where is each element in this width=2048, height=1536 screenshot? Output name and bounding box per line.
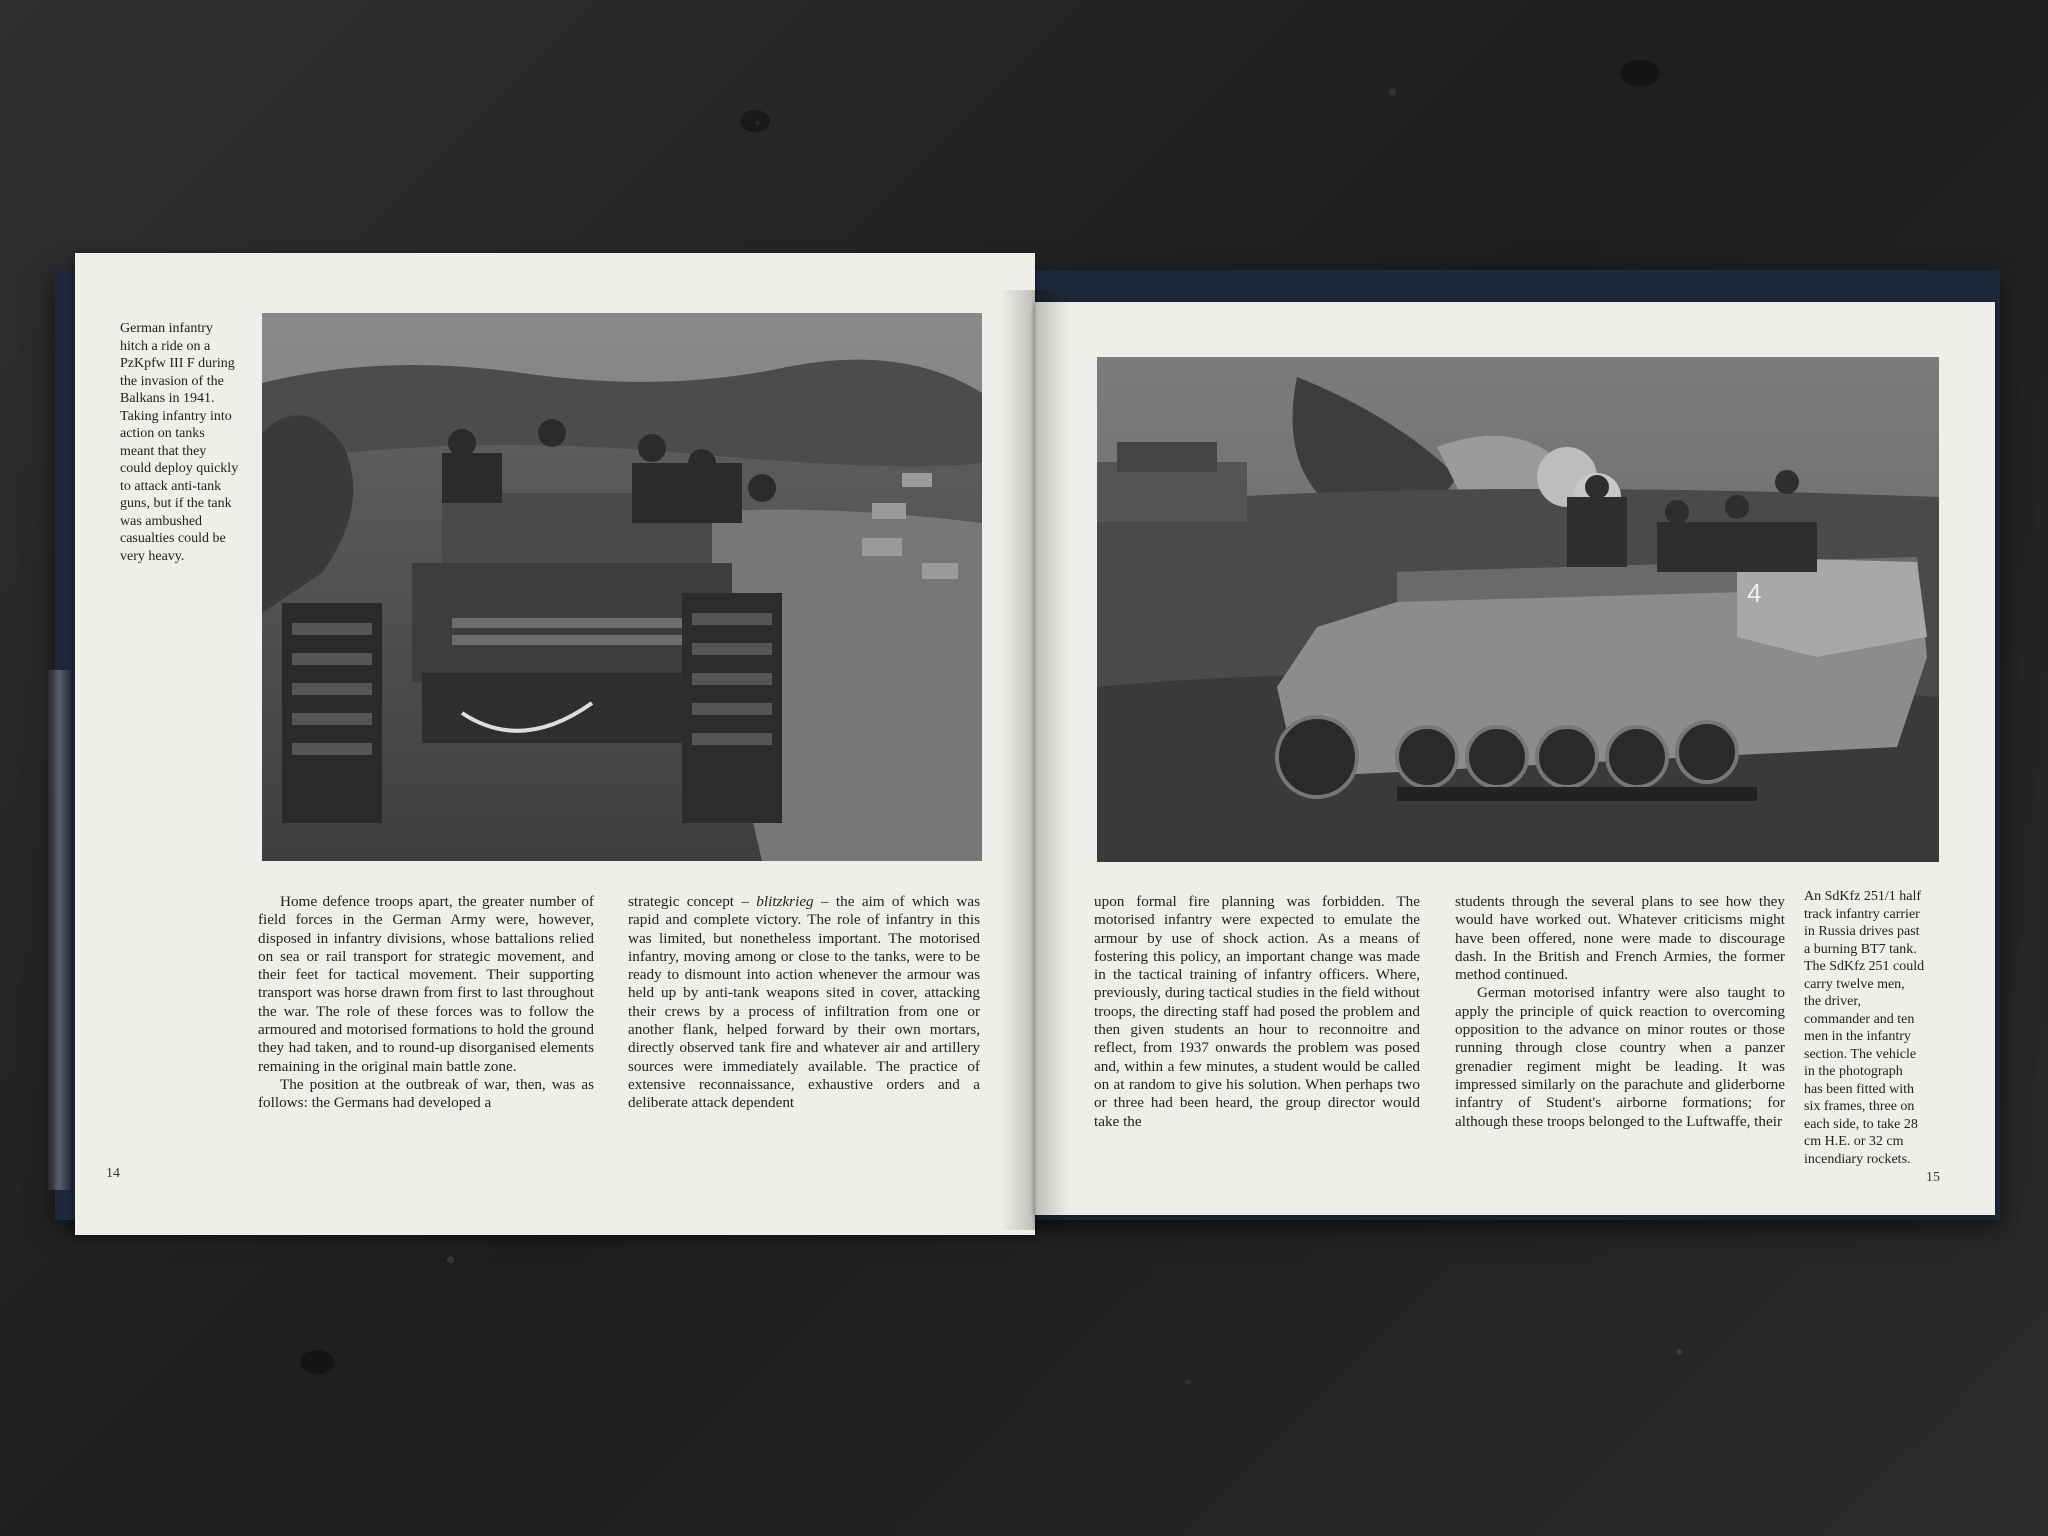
floor-stain	[1620, 60, 1660, 86]
text-run: – the aim of which was rapid and complete victory. The role of infantry in this was limited, but nonetheless important. The motorised infantry, moving among or close to the tanks, were to be ready to dismount into action whenever the armour was held up by anti-tank weapons sited in cover, attacking their crews by a process of infiltration from one or another flank, helped forward by their own mortars, directly observed tank fire and whatever air and artillery sources were immediately available. The practice of extensive reconnaissance, exhaustive orders and a deliberate attack dependent	[628, 893, 980, 1112]
plastic-sleeve	[48, 670, 70, 1190]
text-run: strategic concept –	[628, 893, 757, 910]
halftrack-photo-illustration	[1097, 357, 1939, 862]
floor-stain	[300, 1350, 334, 1374]
text-column-3	[1094, 893, 1420, 1131]
photo-caption-halftrack: An SdKfz 251/1 half track infantry carrier in Russia drives past a burning BT7 tank. The SdKfz 251 could carry twelve men, the driver, commander and ten men in the infantry section. The vehicle in the photograph has been fitted with six frames, three on each side, to take 28 cm H.E. or 32 cm incendiary rockets.	[1804, 889, 1925, 1167]
paragraph: students through the several plans to see how they would have worked out. Whatever criticisms might have been offered, none were made to discourage dash. In the British and French Armies, the former method continued.	[1455, 893, 1785, 984]
halftrack-photo	[1097, 357, 1939, 862]
tank-photo-illustration	[262, 313, 982, 861]
floor-stain	[740, 110, 770, 132]
vehicle-number-marking: 4	[1747, 578, 1762, 608]
photo-caption-tank: German infantry hitch a ride on a PzKpfw III F during the invasion of the Balkans in 1941. Taking infantry into action on tanks meant that they could deploy quickly to attack anti-tank guns, but if the tank was ambushed casualties could be very heavy.	[120, 321, 239, 564]
page-number-left: 14	[106, 1166, 120, 1181]
text-column-2	[628, 893, 980, 1113]
book-gutter	[1000, 290, 1070, 1230]
tank-photo	[262, 313, 982, 861]
page-number-right: 15	[1926, 1170, 1940, 1185]
paragraph	[628, 893, 980, 1113]
paragraph: German motorised infantry were also taught to apply the principle of quick reaction to overcoming opposition to the advance on minor routes or those running through close country when a panzer grenadier regiment might be leading. It was impressed similarly on the parachute and gliderborne infantry of Student's airborne formations; for although these troops belonged to the Luftwaffe, their	[1455, 984, 1785, 1130]
paragraph: upon formal fire planning was forbidden. The motorised infantry were expected to emulate the armour by use of shock action. As a means of fostering this policy, an important change was made in the tactical training of infantry officers. Where, previously, during tactical studies in the field without troops, the directing staff had posed the problem and then given students an hour to reconnoitre and reflect, from 1937 onwards the problem was posed and, within a few minutes, a student would be called on at random to give his solution. When perhaps two or three had been heard, the group director would take the	[1094, 893, 1420, 1130]
emphasis-blitzkrieg: blitzkrieg	[756, 893, 814, 910]
text-column-4	[1455, 893, 1785, 1131]
paragraph: Home defence troops apart, the greater number of field forces in the German Army were, however, disposed in infantry divisions, whose battalions relied on sea or rail transport for strategic movement, and their feet for tactical movement. Their supporting transport was horse drawn from first to last throughout the war. The role of these forces was to follow the armoured and motorised formations to hold the ground they had taken, and to round-up disorganised elements remaining in the original main battle zone.	[258, 893, 594, 1075]
text-column-1	[258, 893, 594, 1113]
paragraph: The position at the outbreak of war, then, was as follows: the Germans had developed a	[258, 1075, 594, 1112]
